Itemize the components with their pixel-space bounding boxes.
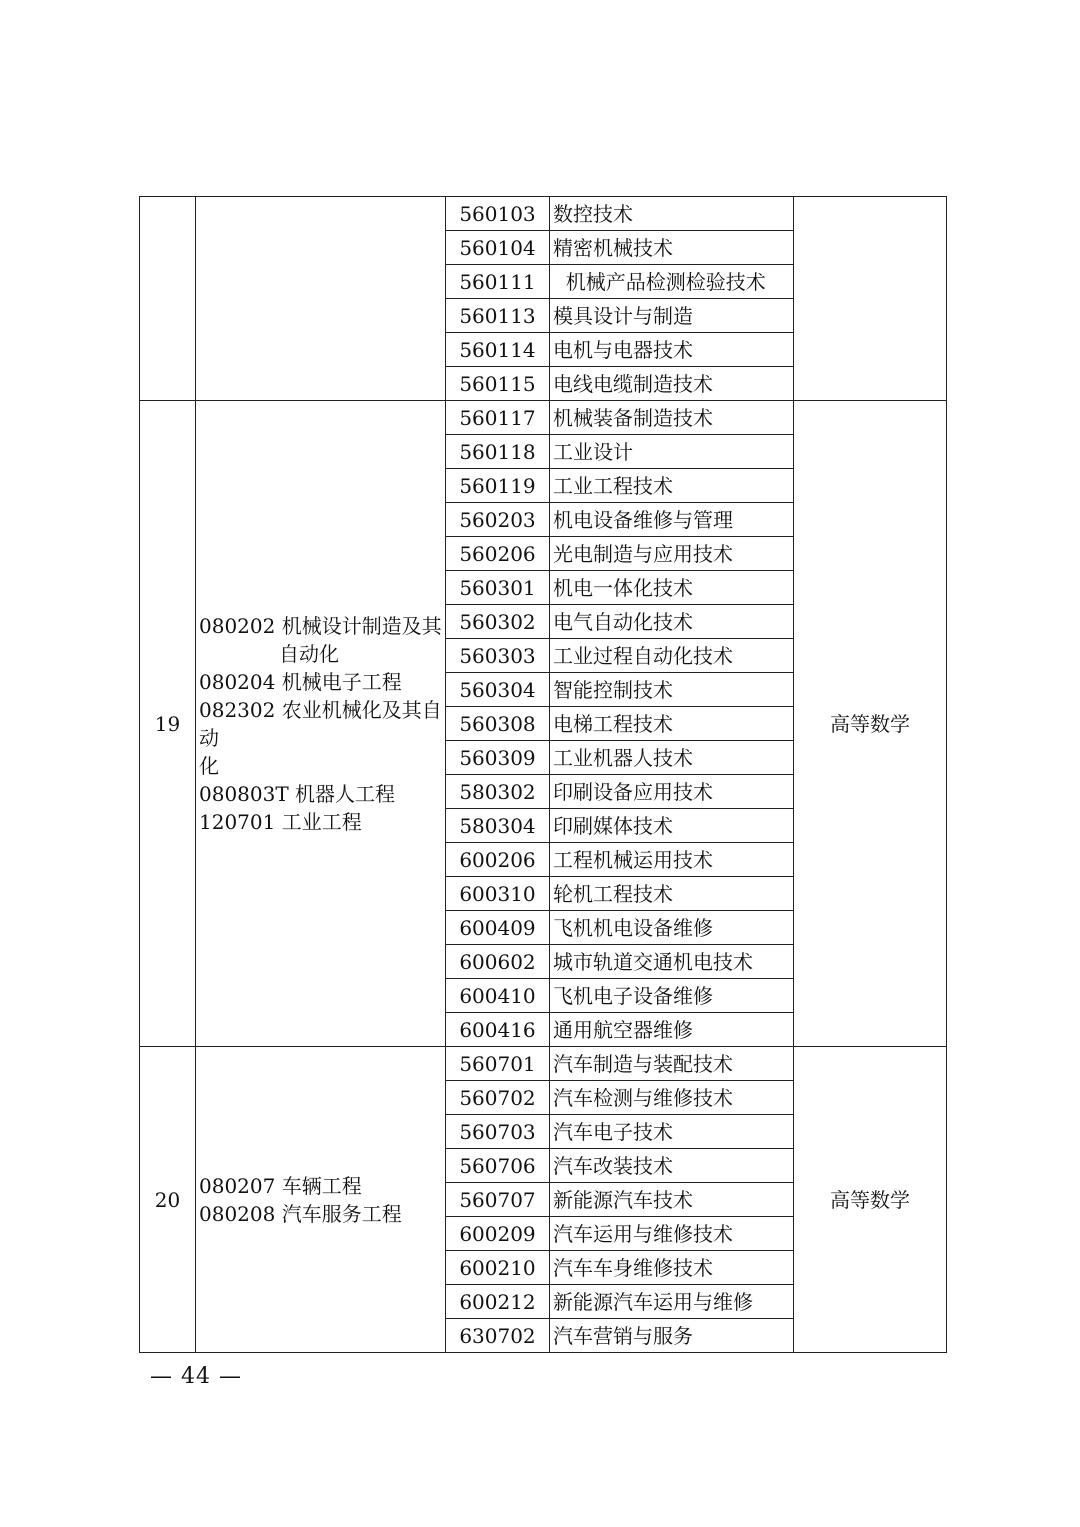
program-name-cell: 飞机电子设备维修: [550, 979, 794, 1013]
program-code-cell: 580304: [446, 809, 550, 843]
undergrad-major-line: 080207 车辆工程: [199, 1173, 362, 1198]
program-name-cell: 机电设备维修与管理: [550, 503, 794, 537]
program-code-cell: 600416: [446, 1013, 550, 1047]
program-code-cell: 560707: [446, 1183, 550, 1217]
program-code-cell: 630702: [446, 1319, 550, 1353]
program-code-cell: 560702: [446, 1081, 550, 1115]
program-name-cell: 机电一体化技术: [550, 571, 794, 605]
program-code-cell: 560104: [446, 231, 550, 265]
undergrad-major-line: 082302 农业机械化及其自动: [199, 697, 442, 750]
group-seq-cell: 20: [140, 1047, 196, 1353]
program-name-cell: 数控技术: [550, 197, 794, 231]
program-name-cell: 汽车改装技术: [550, 1149, 794, 1183]
group-seq-cell: [140, 197, 196, 401]
program-code-cell: 600206: [446, 843, 550, 877]
undergrad-majors-cell: [196, 1047, 446, 1353]
program-name-cell: 轮机工程技术: [550, 877, 794, 911]
program-name-cell: 机械装备制造技术: [550, 401, 794, 435]
program-code-cell: 560119: [446, 469, 550, 503]
program-name-cell: 飞机机电设备维修: [550, 911, 794, 945]
program-name-cell: 汽车检测与维修技术: [550, 1081, 794, 1115]
program-name-cell: 电机与电器技术: [550, 333, 794, 367]
program-code-cell: 560115: [446, 367, 550, 401]
undergrad-major-line: 080202 机械设计制造及其: [199, 613, 442, 638]
program-name-cell: 精密机械技术: [550, 231, 794, 265]
major-table: [139, 196, 947, 1353]
program-code-cell: 600410: [446, 979, 550, 1013]
program-code-cell: 560703: [446, 1115, 550, 1149]
program-code-cell: 600212: [446, 1285, 550, 1319]
table-body: [140, 197, 947, 1353]
program-name-cell: 城市轨道交通机电技术: [550, 945, 794, 979]
undergrad-major-line: 化: [199, 753, 219, 778]
program-name-cell: 机械产品检测检验技术: [550, 265, 794, 299]
page-number: — 44 —: [150, 1364, 242, 1389]
table-row: [140, 1047, 947, 1081]
exam-subject-cell: 高等数学: [794, 1047, 947, 1353]
program-code-cell: 560304: [446, 673, 550, 707]
exam-subject-cell: [794, 197, 947, 401]
program-name-cell: 新能源汽车运用与维修: [550, 1285, 794, 1319]
program-name-cell: 电梯工程技术: [550, 707, 794, 741]
program-code-cell: 560103: [446, 197, 550, 231]
program-name-cell: 电气自动化技术: [550, 605, 794, 639]
program-code-cell: 560118: [446, 435, 550, 469]
program-code-cell: 560301: [446, 571, 550, 605]
program-name-cell: 工业过程自动化技术: [550, 639, 794, 673]
program-code-cell: 560303: [446, 639, 550, 673]
program-code-cell: 560113: [446, 299, 550, 333]
program-name-cell: 光电制造与应用技术: [550, 537, 794, 571]
program-name-cell: 汽车电子技术: [550, 1115, 794, 1149]
program-name-cell: 工业设计: [550, 435, 794, 469]
program-name-cell: 汽车运用与维修技术: [550, 1217, 794, 1251]
program-name-cell: 汽车制造与装配技术: [550, 1047, 794, 1081]
program-code-cell: 560308: [446, 707, 550, 741]
program-name-cell: 汽车车身维修技术: [550, 1251, 794, 1285]
exam-subject-cell: 高等数学: [794, 401, 947, 1047]
undergrad-major-line: 080803T 机器人工程: [199, 781, 396, 806]
program-name-cell: 模具设计与制造: [550, 299, 794, 333]
program-code-cell: 560706: [446, 1149, 550, 1183]
program-code-cell: 600602: [446, 945, 550, 979]
program-code-cell: 560114: [446, 333, 550, 367]
table-row: [140, 197, 947, 231]
undergrad-major-line: 080204 机械电子工程: [199, 669, 402, 694]
program-code-cell: 560111: [446, 265, 550, 299]
program-name-cell: 工业工程技术: [550, 469, 794, 503]
program-code-cell: 560117: [446, 401, 550, 435]
undergrad-major-line: 120701 工业工程: [199, 809, 362, 834]
program-name-cell: 电线电缆制造技术: [550, 367, 794, 401]
program-name-cell: 工业机器人技术: [550, 741, 794, 775]
program-code-cell: 560206: [446, 537, 550, 571]
program-name-cell: 智能控制技术: [550, 673, 794, 707]
program-code-cell: 600409: [446, 911, 550, 945]
program-code-cell: 560309: [446, 741, 550, 775]
program-code-cell: 580302: [446, 775, 550, 809]
table-row: [140, 401, 947, 435]
program-name-cell: 新能源汽车技术: [550, 1183, 794, 1217]
program-code-cell: 560302: [446, 605, 550, 639]
program-code-cell: 560701: [446, 1047, 550, 1081]
program-name-cell: 通用航空器维修: [550, 1013, 794, 1047]
program-name-cell: 汽车营销与服务: [550, 1319, 794, 1353]
group-seq-cell: 19: [140, 401, 196, 1047]
program-name-cell: 印刷媒体技术: [550, 809, 794, 843]
undergrad-major-line: 080208 汽车服务工程: [199, 1201, 402, 1226]
undergrad-major-line: 自动化: [279, 641, 339, 666]
program-code-cell: 560203: [446, 503, 550, 537]
program-code-cell: 600310: [446, 877, 550, 911]
undergrad-majors-cell: [196, 401, 446, 1047]
program-code-cell: 600210: [446, 1251, 550, 1285]
program-code-cell: 600209: [446, 1217, 550, 1251]
program-name-cell: 印刷设备应用技术: [550, 775, 794, 809]
undergrad-majors-cell: [196, 197, 446, 401]
program-name-cell: 工程机械运用技术: [550, 843, 794, 877]
